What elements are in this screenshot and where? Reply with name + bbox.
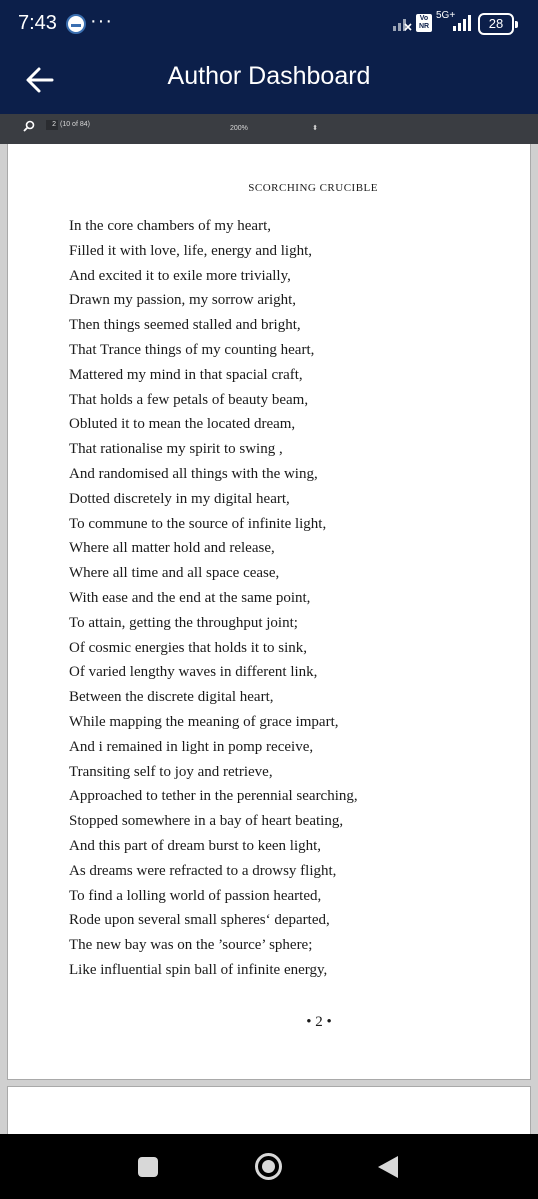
- poem-line: That holds a few petals of beauty beam,: [69, 391, 309, 408]
- poem-line: Where all matter hold and release,: [69, 540, 275, 557]
- page-number-input[interactable]: 2: [46, 120, 58, 130]
- back-triangle-icon[interactable]: [378, 1156, 398, 1178]
- zoom-value: 200%: [230, 125, 248, 132]
- poem-line: And this part of dream burst to keen light,: [69, 837, 322, 854]
- pdf-viewer[interactable]: [0, 144, 538, 1134]
- poem-line: Where all time and all space cease,: [69, 565, 280, 582]
- poem-line: Dotted discretely in my digital heart,: [69, 490, 290, 507]
- poem-text: [69, 214, 358, 983]
- poem-line: That rationalise my spirit to swing ,: [69, 441, 283, 458]
- status-time: 7:43: [18, 12, 57, 34]
- poem-line: Of varied lengthy waves in different link,: [69, 664, 318, 681]
- more-notifications-icon: ···: [90, 10, 113, 32]
- poem-line: And randomised all things with the wing,: [69, 465, 318, 482]
- poem-line: Between the discrete digital heart,: [69, 689, 274, 706]
- search-icon[interactable]: [22, 119, 36, 133]
- poem-line: Mattered my mind in that spacial craft,: [69, 366, 303, 383]
- poem-line: To attain, getting the throughput joint;: [69, 614, 298, 631]
- poem-line: Rode upon several small spheres‘ departed,: [69, 912, 330, 929]
- poem-line: While mapping the meaning of grace impart,: [69, 713, 339, 730]
- poem-line: Stopped somewhere in a bay of heart beating,: [69, 813, 344, 830]
- network-type: 5G+: [436, 10, 456, 21]
- recents-icon[interactable]: [138, 1157, 158, 1177]
- poem-line: Obluted it to mean the located dream,: [69, 416, 296, 433]
- poem-line: Filled it with love, life, energy and light,: [69, 242, 313, 259]
- app-bar: [0, 48, 538, 114]
- poem-line: And i remained in light in pomp receive,: [69, 738, 314, 755]
- home-icon[interactable]: [255, 1153, 282, 1180]
- page-count-label: (10 of 84): [60, 121, 90, 128]
- zoom-select[interactable]: [224, 122, 324, 136]
- poem-line: Like influential spin ball of infinite energy,: [69, 961, 328, 978]
- page-footer-number: • 2 •: [306, 1014, 332, 1030]
- poem-line: As dreams were refracted to a drowsy flight,: [69, 862, 337, 879]
- poem-line: Transiting self to joy and retrieve,: [69, 763, 273, 780]
- poem-line: To commune to the source of infinite light,: [69, 515, 327, 532]
- poem-line: To find a lolling world of passion hearted,: [69, 887, 322, 904]
- pdf-toolbar: [0, 114, 538, 144]
- poem-line: The new bay was on the ’source’ sphere;: [69, 937, 313, 954]
- poem-line: That Trance things of my counting heart,: [69, 341, 315, 358]
- poem-line: Of cosmic energies that holds it to sink,: [69, 639, 308, 656]
- poem-line: With ease and the end at the same point,: [69, 589, 311, 606]
- poem-line: Approached to tether in the perennial searching,: [69, 788, 358, 805]
- signal-strength-icon: [452, 14, 472, 32]
- dropdown-arrow-icon: ⬍: [312, 125, 318, 132]
- next-pdf-page: [7, 1086, 531, 1134]
- poem-line: And excited it to exile more trivially,: [69, 267, 291, 284]
- page-title: Author Dashboard: [167, 62, 371, 90]
- poem-line: Drawn my passion, my sorrow aright,: [69, 292, 297, 309]
- poem-line: Then things seemed stalled and bright,: [69, 317, 301, 334]
- notification-app-icon: [66, 14, 86, 34]
- volte-icon: Vo NR: [416, 14, 432, 32]
- battery-icon: 28: [478, 13, 514, 35]
- poem-title: SCORCHING CRUCIBLE: [248, 182, 378, 194]
- poem-line: In the core chambers of my heart,: [69, 218, 271, 234]
- system-nav-bar: [0, 1134, 538, 1199]
- signal-off-icon: [392, 14, 412, 32]
- status-bar: [0, 0, 538, 48]
- pdf-page: [7, 144, 531, 1080]
